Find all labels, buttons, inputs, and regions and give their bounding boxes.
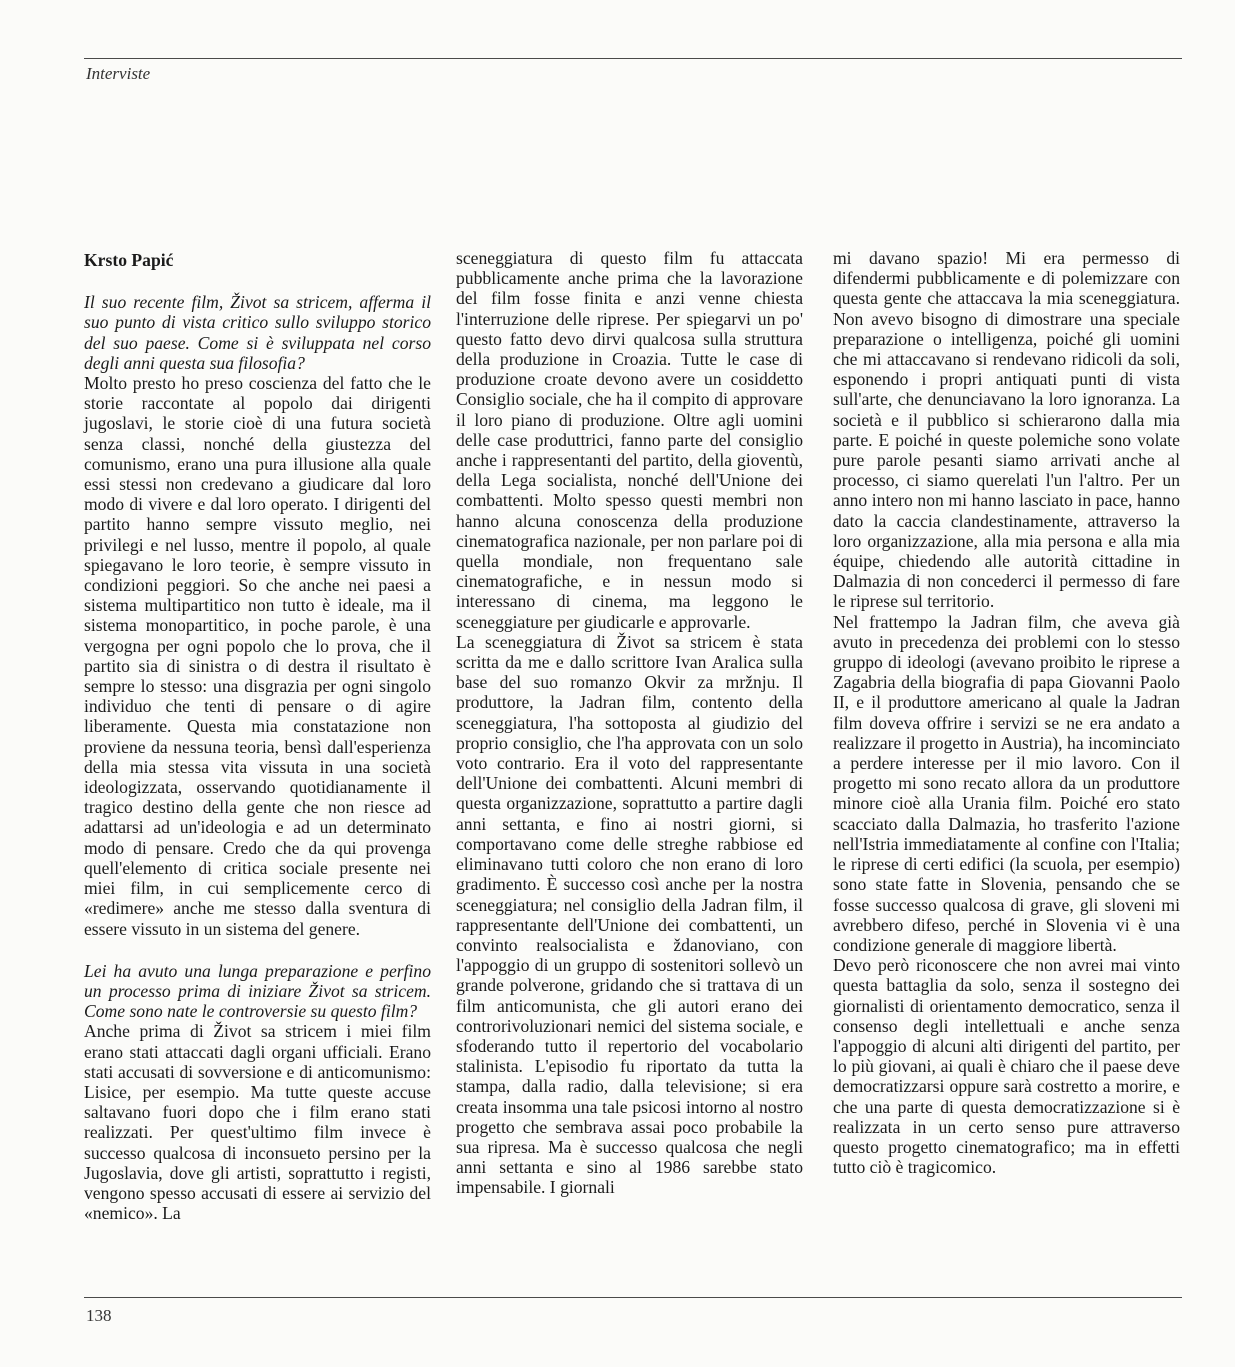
column-2-paragraph-2: La sceneggiatura di Život sa stricem è stata scritta da me e dallo scrittore Ivan Aralica sulla base del suo romanzo Okvir za mržnju. Il produttore, la Jadran film, contento della sceneggiatura, l'ha sottoposta al giudizio del proprio consiglio, che l'ha approvata con un solo voto contrario. Era il voto del rappresentante dell'Unione dei combattenti. Alcuni membri di questa organizzazione, soprattutto a partire dagli anni settanta, e fino ai nostri giorni, si comportavano come delle streghe rabbiose ed eliminavano tutti coloro che non erano di loro gradimento. È successo così anche per la nostra sceneggiatura; nel consiglio della Jadran film, il rappresentante dell'Unione dei combattenti, un convinto realsocialista e ždanoviano, con l'appoggio di un gruppo di sostenitori sollevò un grande polverone, gridando che si trattava di un film anticomunista, che gli autori erano dei controrivoluzionari nemici del sistema sociale, e sfoderando tutto il repertorio del vocabolario stalinista. L'episodio fu riportato da tutta la stampa, dalla radio, dalla televisione; si era creata insomma una tale psicosi intorno al nostro progetto che sembrava assai poco probabile la sua ripresa. Ma è successo qualcosa che negli anni settanta e sino al 1986 sarebbe stato impensabile. I giornali bbox=[456, 631, 803, 1198]
page-number: 138 bbox=[86, 1306, 112, 1325]
author-name: Krsto Papić bbox=[84, 250, 174, 270]
column-3-paragraph-1: mi davano spazio! Mi era permesso di difendermi pubblicamente e di polemizzare con questa gente che attaccava la mia sceneggiatura. Non avevo bisogno di dimostrare una speciale preparazione o intelligenza, poiché gli uomini che mi attaccavano si rendevano ridicoli da soli, esponendo i propri antiquati punti di vista sull'arte, che denunciavano la loro ignoranza. La società e il pubblico si schierarono dalla mia parte. E poiché in queste polemiche sono volate pure parole pesanti siamo arrivati anche al processo, ci siamo querelati l'un l'altro. Per un anno intero non mi hanno lasciato in pace, hanno dato la caccia clandestinamente, attraverso la loro organizzazione, alla mia persona e alla mia équipe, chiedendo alle autorità cittadine in Dalmazia di non concederci il permesso di fare le riprese sul territorio. bbox=[833, 248, 1180, 612]
column-3 bbox=[833, 248, 1180, 1177]
question-1: Il suo recente film, Život sa stricem, afferma il suo punto di vista critico sullo sviluppo storico del suo paese. Come si è sviluppata nel corso degli anni questa sua filosofia? bbox=[84, 292, 431, 373]
column-2-paragraph-1: sceneggiatura di questo film fu attaccata pubblicamente anche prima che la lavorazione del film fosse finita e anzi venne chiesta l'interruzione delle riprese. Per spiegarvi un po' questo fatto devo dirvi qualcosa sulla struttura della produzione in Croazia. Tutte le case di produzione croate devono avere un cosiddetto Consiglio sociale, che ha il compito di approvare il loro piano di produzione. Oltre agli uomini delle case produttrici, fanno parte del consiglio anche i rappresentanti del partito, della gioventù, della Lega socialista, nonché dell'Unione dei combattenti. Molto spesso questi membri non hanno alcuna conoscenza della produzione cinematografica nazionale, per non parlare poi di quella mondiale, non frequentano sale cinematografiche, e in nessun modo si interessano di cinema, ma leggono le sceneggiature per giudicarle e approvarle. bbox=[456, 248, 803, 632]
top-rule bbox=[84, 58, 1182, 59]
answer-2: Anche prima di Život sa stricem i miei film erano stati attaccati dagli organi ufficiali. Erano stati accusati di sovversione e di anticomunismo: Lisice, per esempio. Ma tutte queste accuse saltavano fuori dopo che i film erano stati realizzati. Per quest'ultimo film invece è successo qualcosa di inconsueto persino per la Jugoslavia, dove gli artisti, soprattutto i registi, vengono spesso accusati di essere ai servizio del «nemico». La bbox=[84, 1021, 431, 1224]
column-3-paragraph-3: Devo però riconoscere che non avrei mai vinto questa battaglia da solo, senza il sostegno dei giornalisti di orientamento democratico, senza il consenso degli intellettuali e anche senza l'appoggio di alcuni alti dirigenti del partito, per lo più giovani, ai quali è chiaro che il paese deve democratizzarsi oppure sarà costretto a morire, e che una parte di questa democratizzazione si è realizzata in un certo senso pure attraverso questo progetto cinematografico; ma in effetti tutto ciò è tragicomico. bbox=[833, 955, 1180, 1178]
question-2: Lei ha avuto una lunga preparazione e perfino un processo prima di iniziare Život sa stricem. Come sono nate le controversie su questo film? bbox=[84, 960, 431, 1022]
bottom-rule bbox=[84, 1297, 1182, 1298]
column-1 bbox=[84, 248, 431, 1223]
section-label: Interviste bbox=[86, 64, 151, 83]
answer-1: Molto presto ho preso coscienza del fatto che le storie raccontate al popolo dai dirigenti jugoslavi, le storie cioè di una futura società senza classi, nonché della giustezza del comunismo, erano una pura illusione alla quale essi stessi non credevano a giudicare dal loro modo di vivere e dal loro operato. I dirigenti del partito hanno sempre vissuto meglio, nei privilegi e nel lusso, mentre il popolo, al quale spiegavano le loro teorie, è sempre vissuto in condizioni peggiori. So che anche nei paesi a sistema multipartitico non tutto è ideale, ma il sistema monopartitico, in poche parole, è una vergogna per ogni popolo che lo prova, che il partito sia di sinistra o di destra il risultato è sempre lo stesso: una disgrazia per ogni singolo individuo che tenti di pensare o di agire liberamente. Questa mia constatazione non proviene da nessuna teoria, bensì dall'esperienza della mia stessa vita vissuta in una società ideologizzata, osservando quotidianamente il tragico destino della gente che non riesce ad adattarsi ad un'ideologia e ad un determinato modo di pensare. Credo che da qui provenga quell'elemento di critica sociale presente nei miei film, in cui semplicemente cerco di «redimere» anche me stesso dalla sventura di essere vissuto in un sistema del genere. bbox=[84, 373, 431, 939]
column-2 bbox=[456, 248, 803, 1198]
column-3-paragraph-2: Nel frattempo la Jadran film, che aveva già avuto in precedenza dei problemi con lo stesso gruppo di ideologi (avevano proibito le riprese a Zagabria della biografia di papa Giovanni Paolo II, e il produttore americano al quale la Jadran film doveva offrire i servizi se ne era andato a realizzare il progetto in Austria), ha incominciato a perdere interesse per il mio lavoro. Con il progetto mi sono recato allora da un produttore minore cioè alla Urania film. Poiché ero stato scacciato dalla Dalmazia, ho trasferito l'azione nell'Istria immediatamente al confine con l'Italia; le riprese di certi edifici (la scuola, per esempio) sono state fatte in Slovenia, pensando che se fosse successo qualcosa di grave, gli sloveni mi avrebbero difeso, perché in Slovenia vi è una condizione generale di maggiore libertà. bbox=[833, 611, 1180, 955]
